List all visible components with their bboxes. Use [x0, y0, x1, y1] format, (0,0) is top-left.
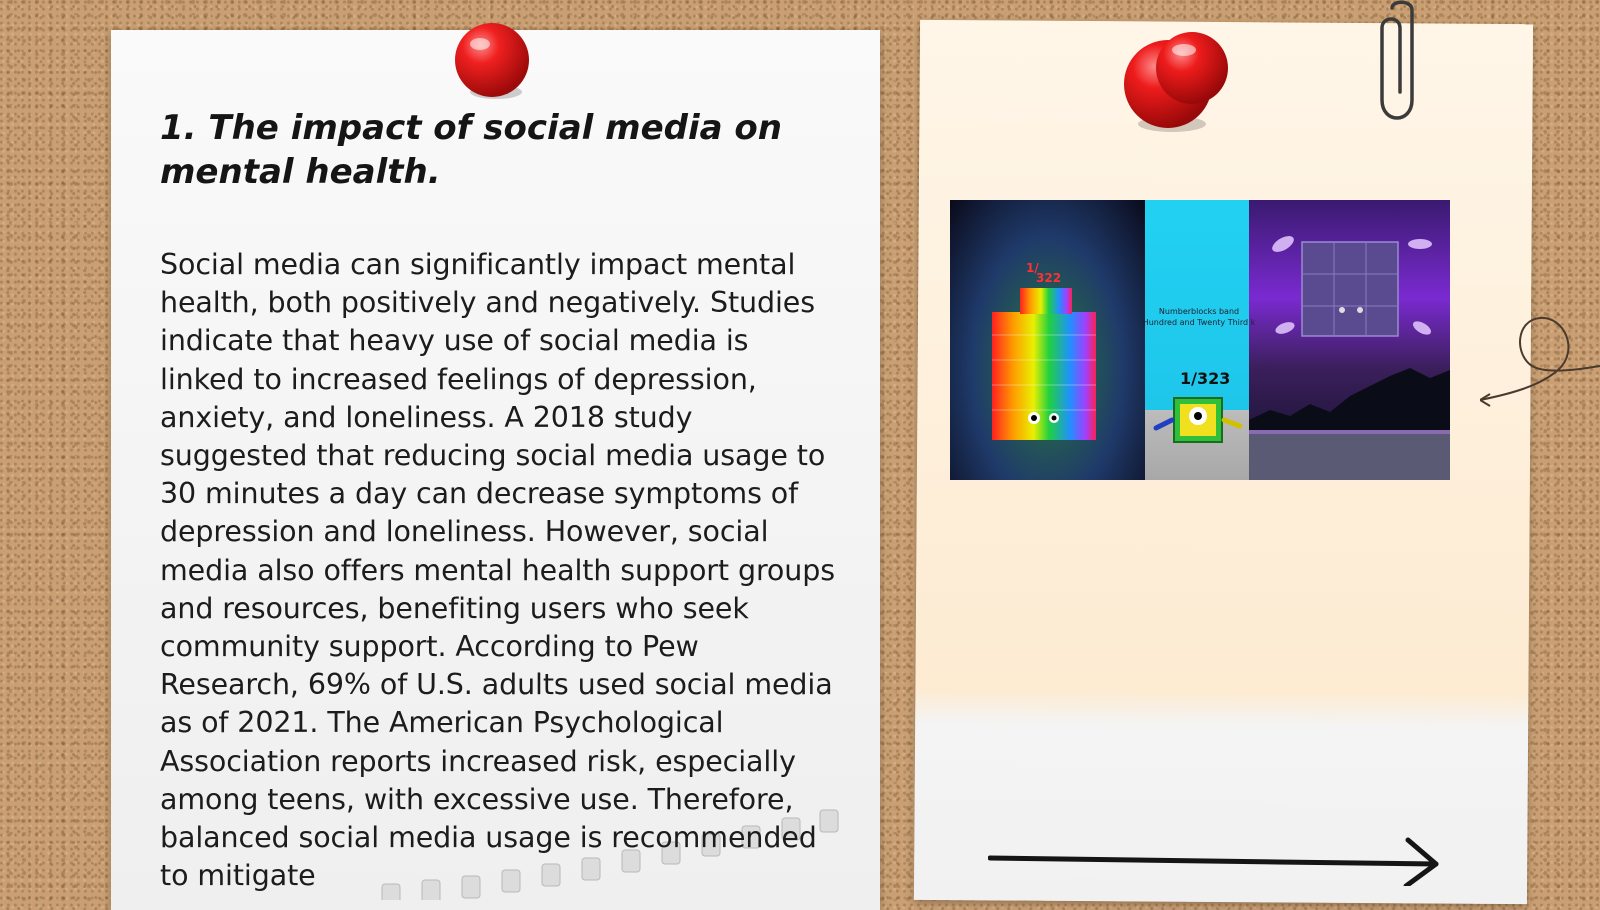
image-caption-1: Numberblocks band: [1158, 307, 1240, 316]
slide-title: 1. The impact of social media on mental health.: [160, 108, 782, 192]
paperclip-icon: [1372, 0, 1428, 130]
tall-label-top: 1/: [1026, 261, 1039, 275]
slide-body-text: Social media can significantly impact mental health, both positively and negatively. Studies indicate that heavy use of social media is linked to increased feelings of depression, anxiety, and loneliness. A 2018 study suggested that reducing social media usage to 30 minutes a day can decrease symptoms of depression and loneliness. However, social media also offers mental health support groups and resources, benefiting users who seek community support. According to Pew Research, 69% of U.S. adults used social media as of 2021. The American Psychological Association reports increased risk, especially among teens, with excessive use. Therefore, balanced social media usage is recommended to mitigate: [160, 248, 835, 893]
pushpin-icon: [450, 18, 536, 104]
loop-arrow-icon: [1480, 310, 1600, 410]
arrow-right-icon[interactable]: [988, 836, 1448, 886]
fraction-label: 1/323: [1180, 369, 1231, 388]
tall-label-bottom: 322: [1036, 271, 1062, 285]
image-illustration: [950, 200, 1450, 480]
pushpin-icon: [1120, 28, 1240, 138]
numberblocks-image: [950, 200, 1450, 480]
image-caption-2: Hundred and Twenty Third k: [1142, 318, 1256, 327]
